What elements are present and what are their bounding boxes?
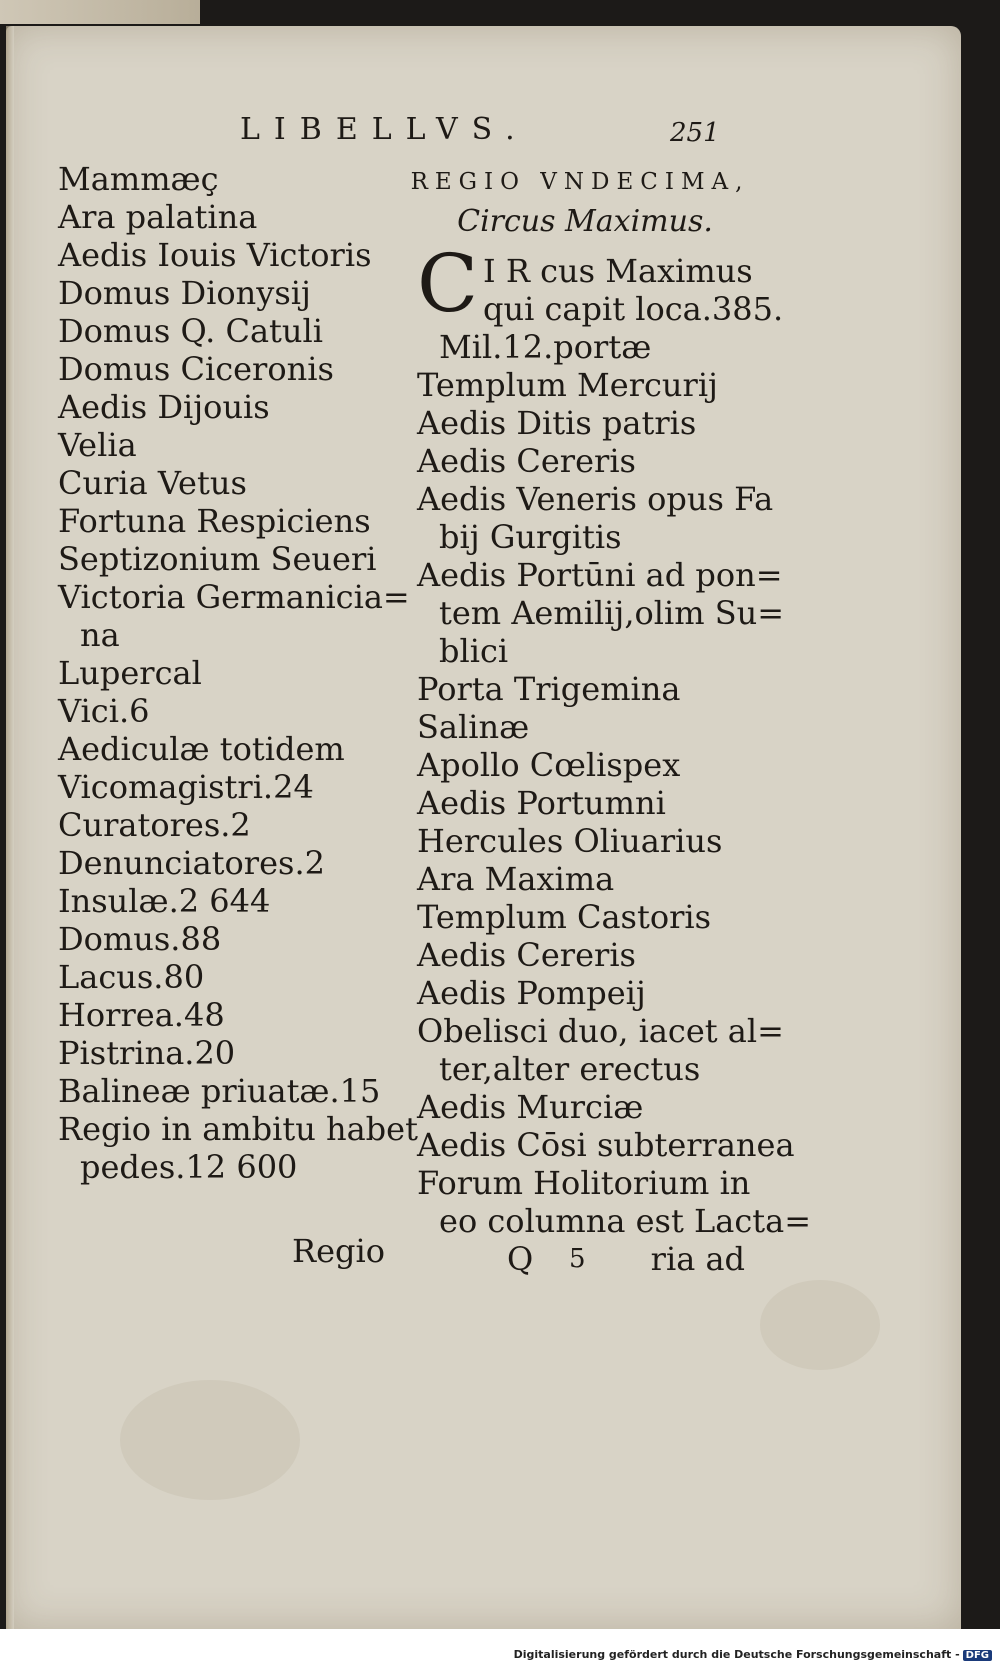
right-line: Aedis Cereris bbox=[417, 936, 636, 974]
left-line: Domus Dionysij bbox=[58, 274, 311, 312]
left-line: Vicomagistri.24 bbox=[58, 768, 314, 806]
dropcap-letter: C bbox=[417, 237, 479, 330]
left-line: Aedis Iouis Victoris bbox=[58, 236, 372, 274]
left-line: Lupercal bbox=[58, 654, 202, 692]
right-line: Aedis Ditis patris bbox=[417, 404, 697, 442]
left-line: Regio in ambitu habet bbox=[58, 1110, 418, 1148]
section-subtitle: Circus Maximus. bbox=[457, 204, 713, 239]
right-line: Templum Castoris bbox=[417, 898, 712, 936]
left-line: Vici.6 bbox=[58, 692, 150, 730]
left-line: Domus Q. Catuli bbox=[58, 312, 323, 350]
left-line: Lacus.80 bbox=[58, 958, 205, 996]
right-line: Aedis Murciæ bbox=[417, 1088, 644, 1126]
left-line: Denunciatores.2 bbox=[58, 844, 325, 882]
dfg-logo: DFG bbox=[963, 1650, 992, 1661]
right-line: bij Gurgitis bbox=[439, 518, 622, 556]
left-line: Pistrina.20 bbox=[58, 1034, 236, 1072]
signature-line bbox=[417, 1240, 753, 1278]
footer-bar bbox=[0, 1629, 1000, 1673]
footer-credit bbox=[514, 1648, 992, 1661]
right-line: blici bbox=[439, 632, 509, 670]
signature-number: 5 bbox=[569, 1244, 586, 1274]
right-line: tem Aemilij,olim Su= bbox=[439, 594, 785, 632]
right-line: Salinæ bbox=[417, 708, 530, 746]
left-line: Domus.88 bbox=[58, 920, 222, 958]
right-line: Apollo Cœlispex bbox=[417, 746, 681, 784]
left-line: Victoria Germanicia= bbox=[58, 578, 410, 616]
paper-stain bbox=[760, 1280, 880, 1370]
left-column bbox=[58, 160, 418, 1186]
right-catchword: ria ad bbox=[650, 1240, 745, 1278]
right-line: Porta Trigemina bbox=[417, 670, 681, 708]
left-line: Fortuna Respiciens bbox=[58, 502, 371, 540]
right-line: Forum Holitorium in bbox=[417, 1164, 751, 1202]
right-line: Hercules Oliuarius bbox=[417, 822, 723, 860]
left-line: Aedis Dijouis bbox=[58, 388, 270, 426]
left-line: pedes.12 600 bbox=[80, 1148, 298, 1186]
right-line: Aedis Cōsi subterranea bbox=[417, 1126, 795, 1164]
left-line: Curatores.2 bbox=[58, 806, 251, 844]
section-title: REGIO VNDECIMA, bbox=[410, 169, 750, 195]
left-line: Septizonium Seueri bbox=[58, 540, 377, 578]
book-edge-top bbox=[0, 0, 200, 24]
signature-mark: Q bbox=[507, 1240, 534, 1278]
page-gutter-shadow bbox=[6, 26, 14, 1629]
right-line: Aedis Cereris bbox=[417, 442, 636, 480]
right-line: Aedis Pompeij bbox=[417, 974, 646, 1012]
left-line: na bbox=[80, 616, 120, 654]
running-head: LIBELLVS. bbox=[240, 112, 529, 147]
right-line: Obelisci duo, iacet al= bbox=[417, 1012, 784, 1050]
paper-stain bbox=[120, 1380, 300, 1500]
left-catchword: Regio bbox=[292, 1232, 386, 1270]
right-line: Templum Mercurij bbox=[417, 366, 718, 404]
page-number: 251 bbox=[670, 118, 720, 148]
left-line: Domus Ciceronis bbox=[58, 350, 334, 388]
left-line: Aediculæ totidem bbox=[58, 730, 345, 768]
right-line: Aedis Portūni ad pon= bbox=[417, 556, 783, 594]
left-line: Curia Vetus bbox=[58, 464, 247, 502]
right-line: ter,alter erectus bbox=[439, 1050, 701, 1088]
right-line: I R cus Maximus bbox=[483, 252, 753, 290]
right-line: eo columna est Lacta= bbox=[439, 1202, 811, 1240]
right-line: Aedis Veneris opus Fa bbox=[417, 480, 774, 518]
right-line: Aedis Portumni bbox=[417, 784, 666, 822]
left-line: Mammæç bbox=[58, 160, 219, 198]
right-line: Mil.12.portæ bbox=[439, 328, 652, 366]
right-column bbox=[410, 164, 811, 1278]
left-line: Horrea.48 bbox=[58, 996, 225, 1034]
left-line: Velia bbox=[58, 426, 137, 464]
dropcap-block bbox=[417, 237, 784, 330]
left-line: Ara palatina bbox=[58, 198, 258, 236]
right-line: Ara Maxima bbox=[417, 860, 615, 898]
right-line: qui capit loca.385. bbox=[483, 290, 784, 328]
left-line: Insulæ.2 644 bbox=[58, 882, 271, 920]
footer-text: Digitalisierung gefördert durch die Deutsche Forschungsgemeinschaft - bbox=[513, 1648, 960, 1661]
left-line: Balineæ priuatæ.15 bbox=[58, 1072, 381, 1110]
